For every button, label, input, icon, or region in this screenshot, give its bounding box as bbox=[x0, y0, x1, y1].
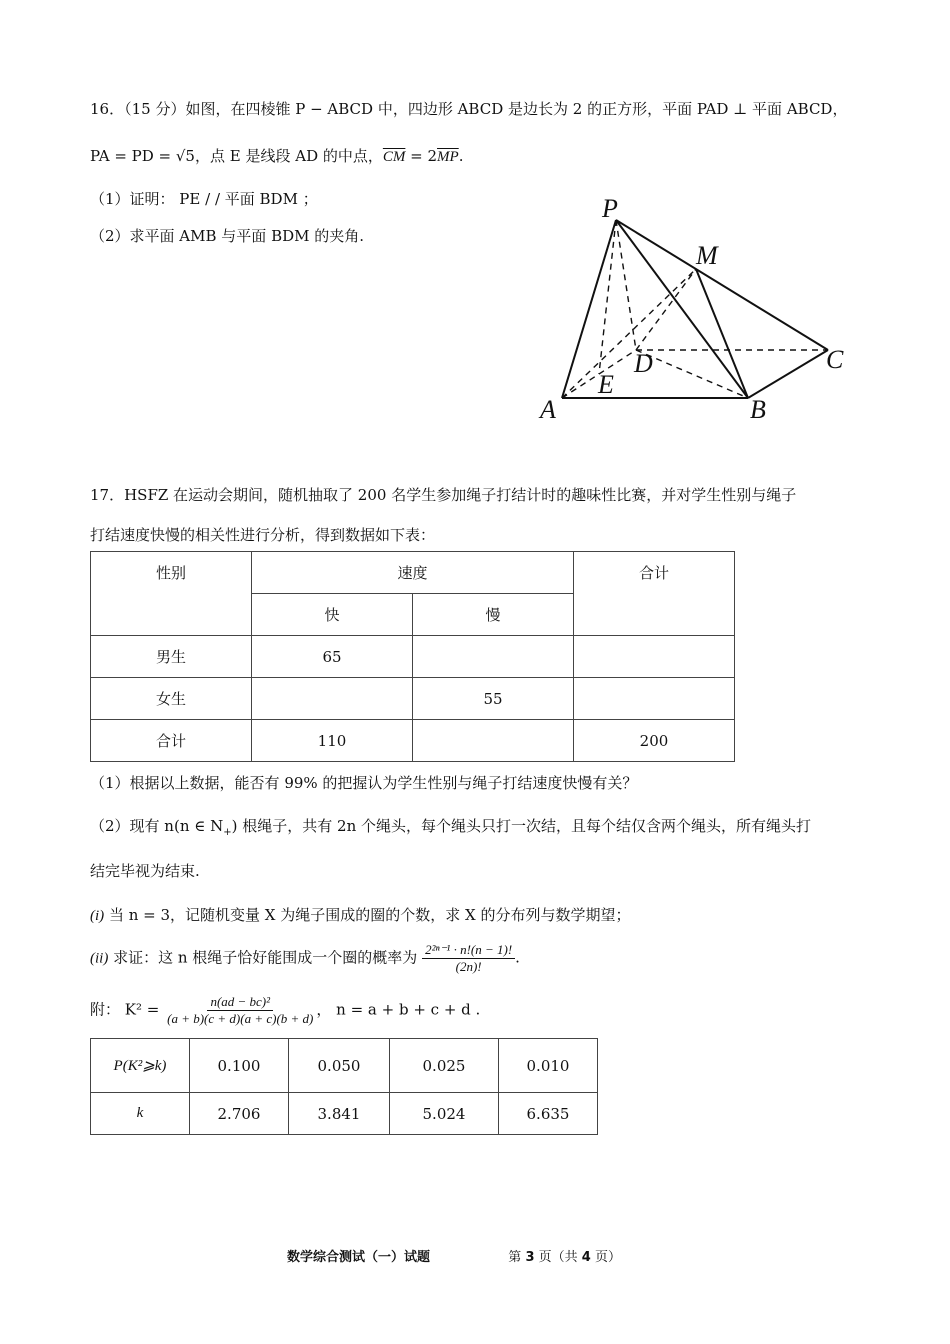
cell-total: 200 bbox=[574, 720, 735, 762]
footer-page-suffix: 页） bbox=[594, 1250, 621, 1265]
ktable-row2-label: k bbox=[91, 1093, 190, 1135]
q17-part2-a: （2）现有 n(n ∈ N bbox=[90, 817, 224, 835]
label-d: D bbox=[634, 349, 653, 378]
ktable-cell: 3.841 bbox=[289, 1093, 390, 1135]
label-m: M bbox=[696, 241, 718, 270]
edge-pd bbox=[616, 220, 636, 350]
q16-line2-end: . bbox=[458, 147, 464, 165]
q16-part2: （2）求平面 AMB 与平面 BDM 的夹角. bbox=[90, 227, 365, 245]
footer-page-prefix: 第 bbox=[508, 1250, 522, 1265]
label-p: P bbox=[602, 194, 618, 223]
q17-sub-ii bbox=[90, 942, 520, 975]
sub-i-text: 当 n = 3，记随机变量 X 为绳子围成的圈的个数，求 X 的分布列与数学期望； bbox=[104, 906, 631, 924]
k2-denominator: (a + b)(c + d)(a + c)(b + d) bbox=[167, 1011, 314, 1026]
footer-page-mid: 页（共 bbox=[538, 1250, 578, 1265]
sub-ii-label: (ii) bbox=[90, 950, 109, 967]
table-row bbox=[91, 1093, 598, 1135]
table-row bbox=[91, 636, 735, 678]
q16-part1: （1）证明： PE / / 平面 BDM ； bbox=[90, 190, 318, 208]
cell-fast: 110 bbox=[252, 720, 413, 762]
edge-bc bbox=[748, 350, 828, 398]
label-a: A bbox=[540, 395, 556, 424]
ktable-cell: 0.100 bbox=[190, 1039, 289, 1093]
q17-line1: 17．HSFZ 在运动会期间，随机抽取了 200 名学生参加绳子打结计时的趣味性比赛，并对学生性别与绳子 bbox=[90, 486, 797, 504]
label-b: B bbox=[750, 395, 766, 424]
ktable-cell: 0.010 bbox=[499, 1039, 598, 1093]
header-fast: 快 bbox=[252, 594, 413, 636]
fraction-numerator: 2²ⁿ⁻¹ · n!(n − 1)! bbox=[422, 942, 515, 959]
table-row bbox=[91, 678, 735, 720]
appendix-end: ， n = a + b + c + d . bbox=[316, 1000, 481, 1019]
cell-slow bbox=[413, 636, 574, 678]
label-e: E bbox=[598, 370, 614, 399]
q16-line2-text: PA = PD = √5，点 E 是线段 AD 的中点， bbox=[90, 147, 383, 165]
q17-part2-c: 结完毕视为结束. bbox=[90, 862, 200, 880]
row-label: 男生 bbox=[91, 636, 252, 678]
vector-cm: $\overline{CM}$ bbox=[382, 149, 406, 165]
label-c: C bbox=[826, 345, 844, 374]
critical-value-table bbox=[90, 1038, 598, 1135]
edge-dm bbox=[636, 269, 696, 350]
header-speed: 速度 bbox=[252, 552, 574, 594]
sub-ii-end: . bbox=[515, 948, 520, 967]
appendix-label: 附： K² = bbox=[90, 1000, 160, 1019]
table-row bbox=[91, 720, 735, 762]
footer-total-pages: 4 bbox=[581, 1250, 591, 1265]
cell-fast bbox=[252, 678, 413, 720]
footer-page-number: 3 bbox=[525, 1250, 535, 1265]
cell-slow bbox=[413, 720, 574, 762]
cell-total bbox=[574, 636, 735, 678]
pyramid-figure bbox=[530, 190, 860, 430]
edge-mb bbox=[696, 269, 748, 398]
contingency-table bbox=[90, 551, 735, 762]
q16-eq: = 2 bbox=[405, 147, 438, 165]
ktable-cell: 6.635 bbox=[499, 1093, 598, 1135]
edge-pe bbox=[599, 220, 616, 374]
probability-fraction bbox=[422, 942, 515, 975]
cell-fast: 65 bbox=[252, 636, 413, 678]
q17-part2-b: ) 根绳子，共有 2n 个绳头，每个绳头只打一次结，且每个结仅含两个绳头，所有绳头打 bbox=[231, 817, 812, 835]
cell-slow: 55 bbox=[413, 678, 574, 720]
footer-title: 数学综合测试（一）试题 bbox=[287, 1250, 431, 1265]
q17-part1: （1）根据以上数据，能否有 99% 的把握认为学生性别与绳子打结速度快慢有关？ bbox=[90, 774, 638, 792]
header-gender: 性别 bbox=[91, 552, 252, 636]
ktable-cell: 5.024 bbox=[390, 1093, 499, 1135]
vector-mp: $\overline{MP}$ bbox=[437, 149, 459, 165]
ktable-cell: 0.050 bbox=[289, 1039, 390, 1093]
q17-part2 bbox=[90, 815, 811, 838]
row-label: 合计 bbox=[91, 720, 252, 762]
k2-fraction bbox=[164, 994, 316, 1027]
q16-line2 bbox=[90, 145, 463, 166]
q16-line1: 16．（15 分）如图，在四棱锥 P − ABCD 中，四边形 ABCD 是边长为 2 的正方形，平面 PAD ⊥ 平面 ABCD， bbox=[90, 100, 848, 118]
cell-total bbox=[574, 678, 735, 720]
ktable-cell: 0.025 bbox=[390, 1039, 499, 1093]
header-total: 合计 bbox=[574, 552, 735, 636]
k2-numerator: n(ad − bc)² bbox=[207, 994, 273, 1011]
fraction-denominator: (2n)! bbox=[455, 959, 482, 974]
sub-ii-text: 求证：这 n 根绳子恰好能围成一个圈的概率为 bbox=[108, 948, 418, 967]
row-label: 女生 bbox=[91, 678, 252, 720]
sub-i-label: (i) bbox=[90, 908, 105, 924]
q17-line2: 打结速度快慢的相关性进行分析，得到数据如下表： bbox=[90, 526, 436, 544]
ktable-cell: 2.706 bbox=[190, 1093, 289, 1135]
ktable-row1-label: P(K²⩾k) bbox=[91, 1039, 190, 1093]
page-footer bbox=[287, 1246, 621, 1265]
appendix-formula bbox=[90, 994, 480, 1027]
edge-pc bbox=[616, 220, 828, 350]
q17-sub-i bbox=[90, 904, 630, 925]
q17-part2-sub: + bbox=[223, 827, 232, 838]
table-row bbox=[91, 1039, 598, 1093]
header-slow: 慢 bbox=[413, 594, 574, 636]
